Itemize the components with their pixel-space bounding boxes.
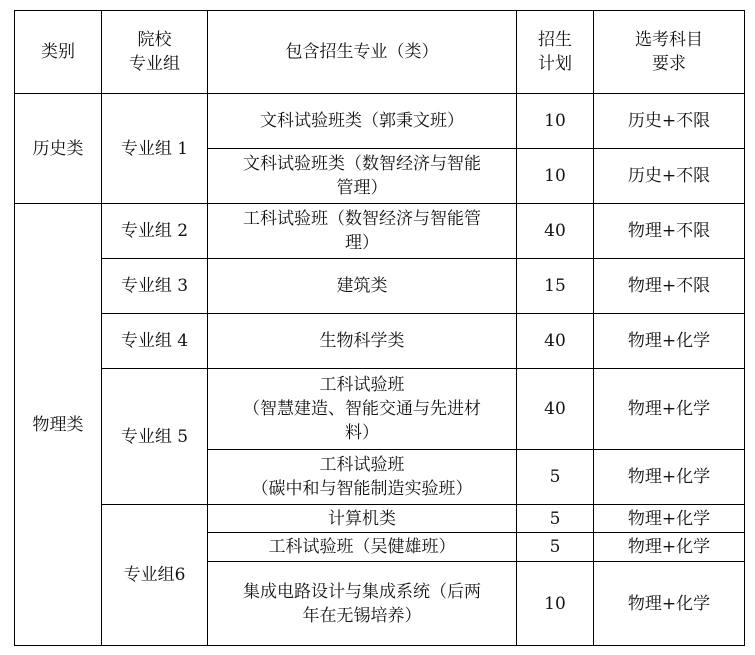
table-row bbox=[15, 259, 745, 314]
plan-value: 5 bbox=[549, 537, 561, 557]
header-group-label: 院校 专业组 bbox=[129, 30, 180, 74]
subjects-cell bbox=[594, 149, 745, 204]
table-row bbox=[15, 204, 745, 259]
plan-value: 15 bbox=[544, 276, 566, 296]
plan-cell bbox=[517, 314, 594, 369]
category-label: 历史类 bbox=[32, 138, 84, 159]
group-cell bbox=[102, 314, 208, 369]
table-row bbox=[15, 505, 745, 533]
category-label: 物理类 bbox=[32, 414, 84, 435]
plan-cell bbox=[517, 369, 594, 450]
header-majors-label: 包含招生专业（类） bbox=[285, 42, 439, 62]
table-header-row bbox=[15, 11, 745, 94]
plan-cell bbox=[517, 259, 594, 314]
subjects-value: 物理+化学 bbox=[627, 467, 711, 487]
header-subjects bbox=[594, 11, 745, 94]
group-cell bbox=[102, 94, 208, 204]
subjects-cell bbox=[594, 259, 745, 314]
subjects-cell bbox=[594, 369, 745, 450]
group-label: 专业组 2 bbox=[120, 221, 189, 241]
major-label: 工科试验班（吴健雄班） bbox=[268, 537, 456, 557]
plan-cell bbox=[517, 204, 594, 259]
header-majors bbox=[208, 11, 517, 94]
header-subjects-label: 选考科目 要求 bbox=[635, 30, 703, 74]
major-label: 文科试验班类（数智经济与智能 管理） bbox=[243, 154, 481, 198]
group-cell bbox=[102, 505, 208, 646]
subjects-cell bbox=[594, 204, 745, 259]
subjects-value: 物理+化学 bbox=[627, 537, 711, 557]
major-label: 文科试验班类（郭秉文班） bbox=[260, 111, 464, 131]
group-cell bbox=[102, 259, 208, 314]
subjects-value: 物理+化学 bbox=[627, 331, 711, 351]
major-label: 工科试验班 （碳中和与智能制造实验班） bbox=[251, 455, 473, 499]
subjects-cell bbox=[594, 505, 745, 533]
subjects-value: 历史+不限 bbox=[627, 166, 711, 186]
major-label: 生物科学类 bbox=[319, 331, 405, 351]
plan-value: 40 bbox=[544, 221, 566, 241]
major-cell bbox=[208, 149, 517, 204]
plan-cell bbox=[517, 450, 594, 505]
plan-value: 10 bbox=[544, 593, 566, 614]
category-cell bbox=[15, 94, 102, 204]
major-label: 建筑类 bbox=[336, 276, 388, 296]
major-cell bbox=[208, 533, 517, 562]
subjects-value: 物理+化学 bbox=[627, 508, 711, 529]
plan-value: 10 bbox=[544, 166, 566, 186]
subjects-value: 物理+不限 bbox=[627, 221, 711, 241]
subjects-cell bbox=[594, 450, 745, 505]
major-label: 工科试验班（数智经济与智能管 理） bbox=[243, 209, 481, 253]
plan-value: 40 bbox=[544, 399, 566, 419]
subjects-cell bbox=[594, 94, 745, 149]
group-label: 专业组 4 bbox=[120, 331, 189, 351]
group-label: 专业组6 bbox=[123, 565, 186, 585]
group-label: 专业组 1 bbox=[120, 138, 189, 159]
table-row bbox=[15, 369, 745, 450]
major-cell bbox=[208, 259, 517, 314]
major-cell bbox=[208, 94, 517, 149]
group-label: 专业组 5 bbox=[120, 426, 189, 447]
header-plan-label: 招生 计划 bbox=[538, 30, 572, 74]
plan-value: 10 bbox=[544, 111, 566, 131]
table-row bbox=[15, 314, 745, 369]
plan-cell bbox=[517, 533, 594, 562]
subjects-cell bbox=[594, 562, 745, 646]
major-label: 计算机类 bbox=[328, 508, 396, 529]
plan-cell bbox=[517, 149, 594, 204]
major-label: 工科试验班 （智慧建造、智能交通与先进材 料） bbox=[243, 375, 481, 443]
plan-value: 5 bbox=[549, 467, 561, 487]
plan-value: 40 bbox=[544, 331, 566, 351]
header-category-label: 类别 bbox=[41, 42, 75, 62]
subjects-value: 物理+化学 bbox=[627, 399, 711, 419]
major-cell bbox=[208, 314, 517, 369]
group-label: 专业组 3 bbox=[120, 276, 189, 296]
major-label: 集成电路设计与集成系统（后两 年在无锡培养） bbox=[243, 581, 481, 626]
header-plan bbox=[517, 11, 594, 94]
plan-cell bbox=[517, 562, 594, 646]
group-cell bbox=[102, 369, 208, 505]
major-cell bbox=[208, 450, 517, 505]
category-cell bbox=[15, 204, 102, 646]
major-cell bbox=[208, 562, 517, 646]
plan-cell bbox=[517, 94, 594, 149]
subjects-cell bbox=[594, 533, 745, 562]
header-category bbox=[15, 11, 102, 94]
major-cell bbox=[208, 369, 517, 450]
plan-cell bbox=[517, 505, 594, 533]
major-cell bbox=[208, 204, 517, 259]
header-group bbox=[102, 11, 208, 94]
plan-value: 5 bbox=[549, 508, 561, 529]
subjects-value: 物理+化学 bbox=[627, 593, 711, 614]
table-row bbox=[15, 94, 745, 149]
subjects-value: 历史+不限 bbox=[627, 111, 711, 131]
major-cell bbox=[208, 505, 517, 533]
subjects-value: 物理+不限 bbox=[627, 276, 711, 296]
subjects-cell bbox=[594, 314, 745, 369]
group-cell bbox=[102, 204, 208, 259]
admission-plan-table bbox=[14, 10, 745, 646]
